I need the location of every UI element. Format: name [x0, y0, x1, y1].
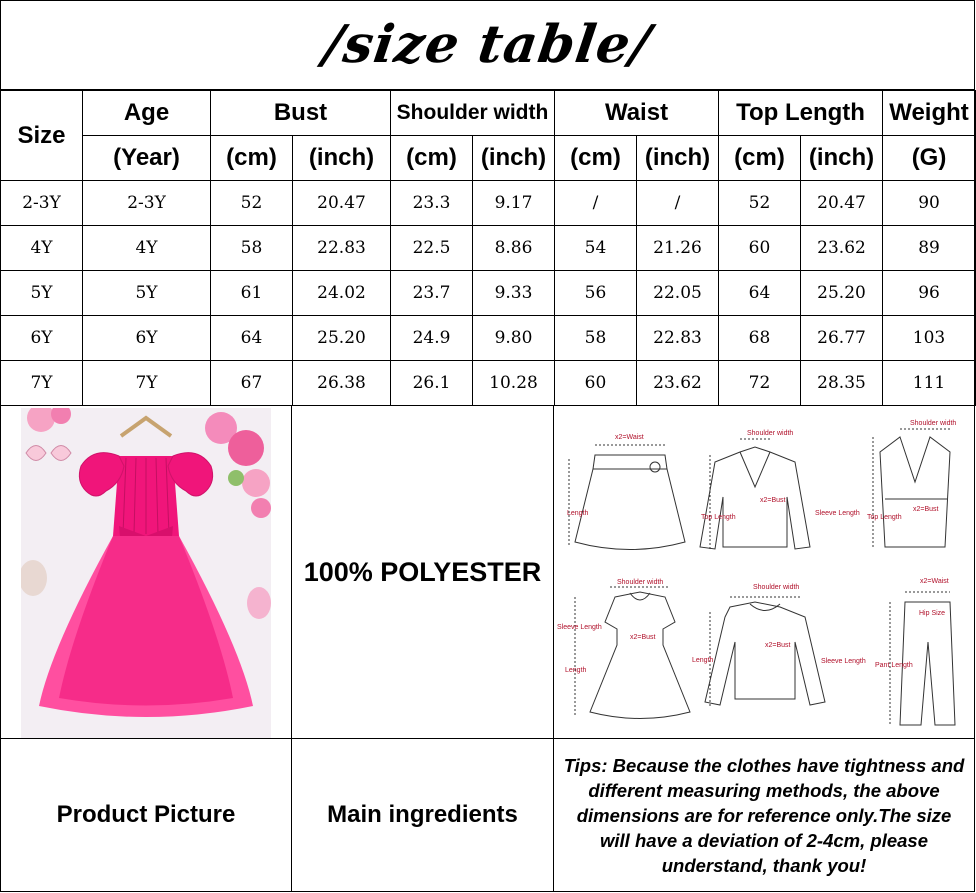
product-photo-cell [0, 405, 292, 739]
table-cell: 4Y [83, 226, 211, 271]
size-table [0, 90, 976, 406]
label-length-longsleeve: Length [692, 657, 714, 664]
table-cell: / [555, 181, 637, 226]
table-cell: 25.20 [293, 316, 391, 361]
table-cell: 2-3Y [1, 181, 83, 226]
label-bust-longsleeve: x2=Bust [765, 642, 791, 649]
label-toplength-jacket: Top Length [701, 514, 736, 521]
unit-weight: (G) [883, 136, 976, 181]
table-cell: 24.02 [293, 271, 391, 316]
label-pantlength: Pant Length [875, 662, 913, 669]
header-row-1 [1, 91, 976, 136]
dress-diagram [575, 587, 690, 719]
table-cell: 10.28 [473, 361, 555, 406]
table-cell: 4Y [1, 226, 83, 271]
table-cell: 25.20 [801, 271, 883, 316]
label-sleeve-dress: Sleeve Length [557, 624, 602, 631]
table-cell: 111 [883, 361, 976, 406]
table-cell: 96 [883, 271, 976, 316]
label-length-skirt: Length [567, 510, 589, 517]
measurement-diagram-cell [553, 405, 975, 739]
table-cell: 26.1 [391, 361, 473, 406]
table-cell: 20.47 [293, 181, 391, 226]
vest-diagram [873, 429, 950, 547]
label-sleeve-jacket: Sleeve Length [815, 510, 860, 517]
lower-section [0, 405, 975, 892]
table-cell: 90 [883, 181, 976, 226]
header-age: Age [83, 91, 211, 136]
table-cell: 22.83 [637, 316, 719, 361]
table-cell: / [637, 181, 719, 226]
table-cell: 21.26 [637, 226, 719, 271]
table-cell: 58 [555, 316, 637, 361]
material-cell [291, 405, 554, 739]
header-bust: Bust [211, 91, 391, 136]
page-title: /size table/ [319, 14, 656, 75]
table-cell: 23.62 [801, 226, 883, 271]
title-bar [0, 0, 975, 90]
main-ingredients-label: Main ingredients [327, 801, 518, 828]
table-cell: 54 [555, 226, 637, 271]
table-cell: 60 [719, 226, 801, 271]
unit-shoulder-inch: (inch) [473, 136, 555, 181]
table-cell: 6Y [1, 316, 83, 361]
table-cell: 52 [211, 181, 293, 226]
header-size: Size [1, 91, 83, 181]
table-cell: 52 [719, 181, 801, 226]
table-cell: 7Y [83, 361, 211, 406]
label-waist-pants: x2=Waist [920, 578, 949, 585]
table-cell: 61 [211, 271, 293, 316]
table-cell: 9.33 [473, 271, 555, 316]
table-cell: 89 [883, 226, 976, 271]
label-shoulder-dress: Shoulder width [617, 579, 664, 586]
table-cell: 26.77 [801, 316, 883, 361]
label-sleeve-longsleeve: Sleeve Length [821, 658, 866, 665]
table-row [1, 271, 976, 316]
jacket-diagram [700, 439, 810, 549]
label-bust-dress: x2=Bust [630, 634, 656, 641]
product-picture-label: Product Picture [56, 801, 236, 828]
table-cell: 9.80 [473, 316, 555, 361]
table-cell: 22.05 [637, 271, 719, 316]
label-bust-jacket: x2=Bust [760, 497, 786, 504]
table-cell: 5Y [1, 271, 83, 316]
table-cell: 9.17 [473, 181, 555, 226]
label-hip-pants: Hip Size [919, 610, 946, 617]
table-cell: 20.47 [801, 181, 883, 226]
tips-text: Tips: Because the clothes have tightness and different measuring methods, the above dimensions are for reference only.The size will have a deviation of 2-4cm, please understand, thank you! [563, 754, 965, 876]
table-cell: 72 [719, 361, 801, 406]
table-cell: 68 [719, 316, 801, 361]
measurement-diagrams [555, 407, 973, 737]
table-row [1, 181, 976, 226]
unit-shoulder-cm: (cm) [391, 136, 473, 181]
table-cell: 60 [555, 361, 637, 406]
table-cell: 7Y [1, 361, 83, 406]
header-shoulder: Shoulder width [391, 91, 555, 136]
label-shoulder-jacket: Shoulder width [747, 430, 794, 437]
label-length-dress: Length [565, 667, 587, 674]
label-bust-vest: x2=Bust [913, 506, 939, 513]
long-sleeve-diagram [705, 597, 825, 707]
label-waist-skirt: x2=Waist [615, 434, 644, 441]
table-cell: 58 [211, 226, 293, 271]
label-shoulder-longsleeve: Shoulder width [753, 584, 800, 591]
table-cell: 28.35 [801, 361, 883, 406]
table-row [1, 226, 976, 271]
unit-bust-cm: (cm) [211, 136, 293, 181]
table-cell: 64 [211, 316, 293, 361]
tips-cell [553, 738, 975, 892]
table-cell: 6Y [83, 316, 211, 361]
unit-age: (Year) [83, 136, 211, 181]
unit-waist-inch: (inch) [637, 136, 719, 181]
table-cell: 22.83 [293, 226, 391, 271]
table-cell: 103 [883, 316, 976, 361]
unit-bust-inch: (inch) [293, 136, 391, 181]
product-photo [21, 408, 271, 738]
table-cell: 26.38 [293, 361, 391, 406]
table-cell: 24.9 [391, 316, 473, 361]
table-row [1, 361, 976, 406]
unit-top-inch: (inch) [801, 136, 883, 181]
unit-waist-cm: (cm) [555, 136, 637, 181]
table-cell: 8.86 [473, 226, 555, 271]
table-cell: 23.3 [391, 181, 473, 226]
table-cell: 56 [555, 271, 637, 316]
table-row [1, 316, 976, 361]
table-cell: 22.5 [391, 226, 473, 271]
skirt-diagram [569, 445, 685, 550]
header-weight: Weight [883, 91, 976, 136]
label-toplength-vest: Top Length [867, 514, 902, 521]
table-cell: 5Y [83, 271, 211, 316]
table-cell: 67 [211, 361, 293, 406]
header-row-2 [1, 136, 976, 181]
material-text: 100% POLYESTER [303, 556, 542, 587]
label-shoulder-vest: Shoulder width [910, 420, 957, 427]
table-cell: 23.62 [637, 361, 719, 406]
table-cell: 64 [719, 271, 801, 316]
product-picture-label-cell [0, 738, 292, 892]
bag-decoration [247, 587, 271, 619]
table-cell: 2-3Y [83, 181, 211, 226]
table-cell: 23.7 [391, 271, 473, 316]
size-table-body [1, 181, 976, 406]
unit-top-cm: (cm) [719, 136, 801, 181]
header-top-length: Top Length [719, 91, 883, 136]
header-waist: Waist [555, 91, 719, 136]
main-ingredients-label-cell [291, 738, 554, 892]
